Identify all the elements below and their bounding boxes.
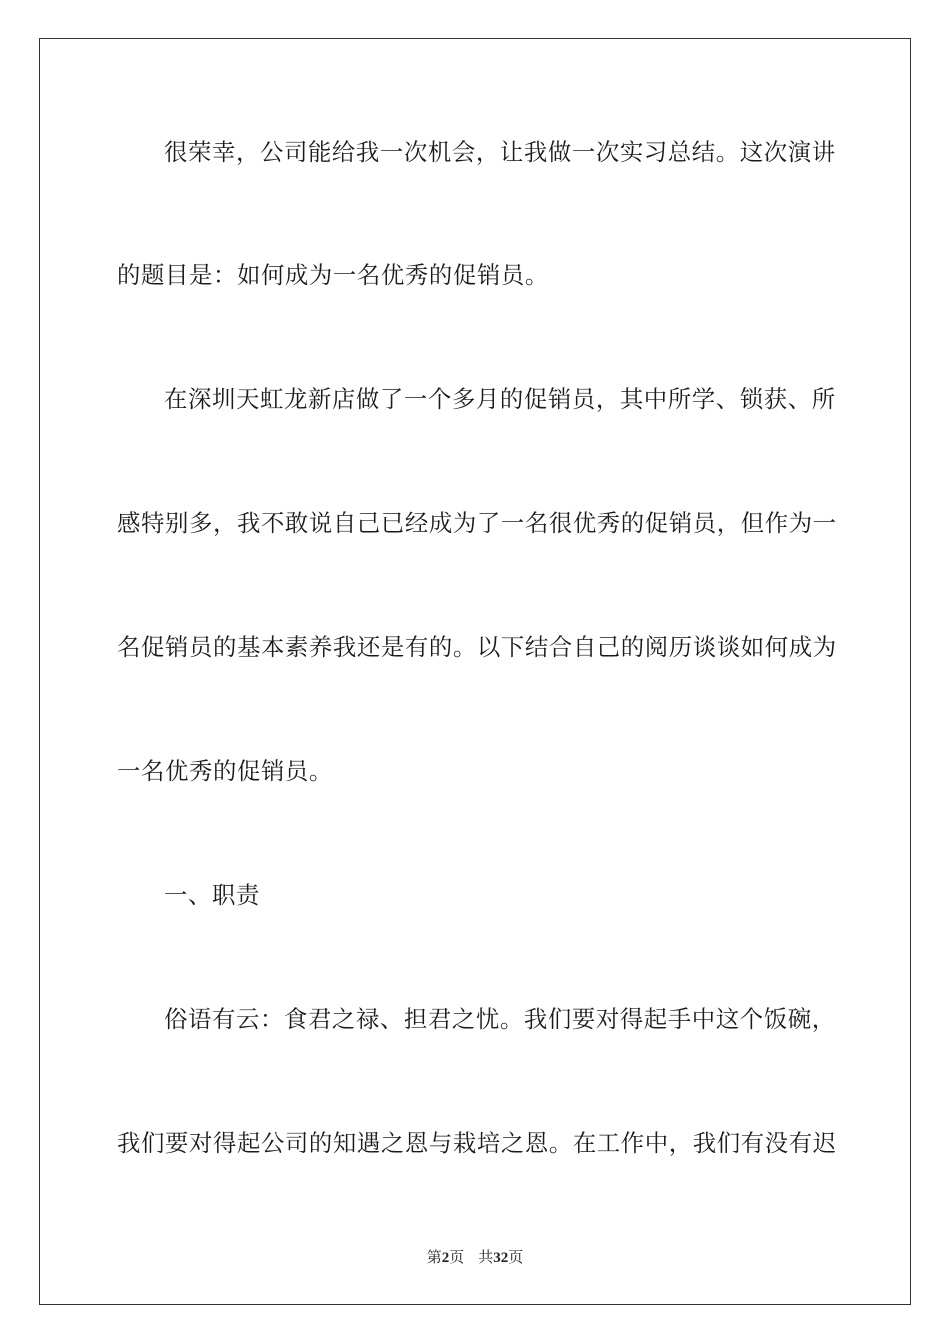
paragraph-1-line-1: 很荣幸，公司能给我一次机会，让我做一次实习总结。这次演讲 — [164, 138, 836, 166]
page-border — [39, 38, 911, 1305]
section-heading-duty: 一、职责 — [164, 881, 260, 909]
paragraph-2-line-1: 在深圳天虹龙新店做了一个多月的促销员，其中所学、锁获、所 — [164, 385, 836, 413]
footer-total-prefix: 共 — [478, 1250, 494, 1266]
paragraph-2-line-2: 感特别多，我不敢说自己已经成为了一名很优秀的促销员，但作为一 — [117, 509, 837, 537]
page-footer — [0, 1246, 950, 1267]
paragraph-1-line-2: 的题目是：如何成为一名优秀的促销员。 — [117, 261, 549, 289]
paragraph-2-line-3: 名促销员的基本素养我还是有的。以下结合自己的阅历谈谈如何成为 — [117, 633, 837, 661]
paragraph-3-line-1: 俗语有云：食君之禄、担君之忧。我们要对得起手中这个饭碗， — [164, 1005, 836, 1033]
footer-page-suffix: 页 — [449, 1250, 465, 1266]
paragraph-2-line-4: 一名优秀的促销员。 — [117, 757, 333, 785]
footer-total-suffix: 页 — [508, 1250, 524, 1266]
footer-page-number: 2 — [441, 1250, 450, 1266]
paragraph-3-line-2: 我们要对得起公司的知遇之恩与栽培之恩。在工作中，我们有没有迟 — [117, 1129, 837, 1157]
footer-page-prefix: 第 — [426, 1250, 442, 1266]
footer-total-pages: 32 — [493, 1250, 509, 1266]
